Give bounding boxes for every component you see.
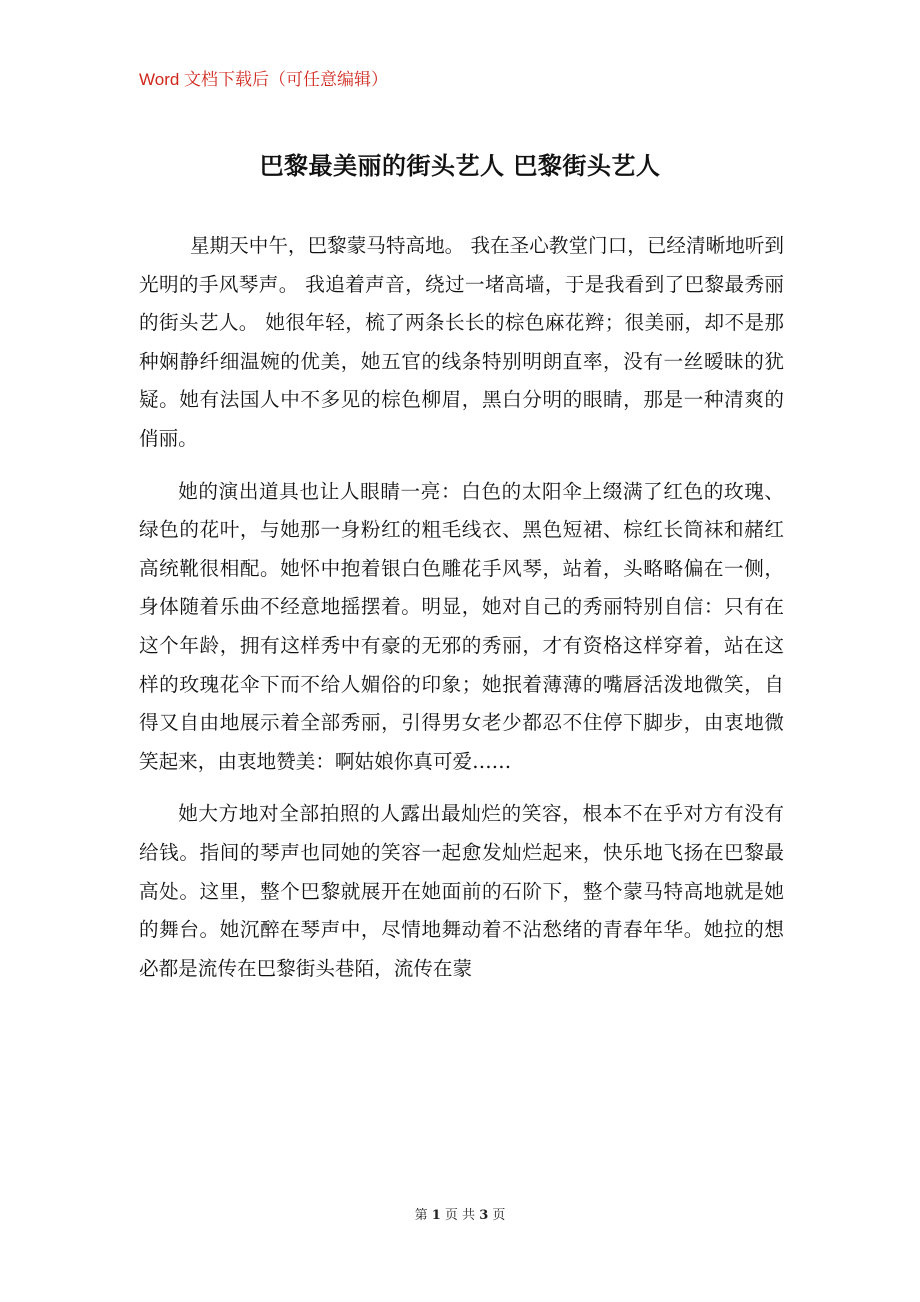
paragraph: 她大方地对全部拍照的人露出最灿烂的笑容，根本不在乎对方有没有给钱。指间的琴声也同她的笑容一起愈发灿烂起来，快乐地飞扬在巴黎最高处。这里，整个巴黎就展开在她面前的石阶下，整个蒙马特高地就是她的舞台。她沉醉在琴声中，尽情地舞动着不沾愁绪的青春年华。她拉的想必都是流传在巴黎街头巷陌，流传在蒙 [139, 802, 784, 980]
total-page-number: 3 [479, 1208, 489, 1223]
page-prefix: 第 [414, 1208, 428, 1223]
page-number-footer [0, 1206, 920, 1226]
document-title: 巴黎最美丽的街头艺人 巴黎街头艺人 [259, 151, 661, 180]
current-page-number: 1 [431, 1208, 441, 1223]
page-suffix: 页 [492, 1208, 506, 1223]
download-note: Word 文档下载后（可任意编辑） [139, 70, 389, 89]
paragraph: 星期天中午，巴黎蒙马特高地。 我在圣心教堂门口，已经清晰地听到光明的手风琴声。 我追着声音，绕过一堵高墙，于是我看到了巴黎最秀丽的街头艺人。 她很年轻，梳了两条长长的棕色麻花辫；很美丽，却不是那种娴静纤细温婉的优美，她五官的线条特别明朗直率，没有一丝暧昧的犹疑。她有法国人中不多见的棕色柳眉，黑白分明的眼睛，那是一种清爽的俏丽。 [139, 234, 784, 450]
page-mid: 页 共 [444, 1208, 476, 1223]
paragraph: 她的演出道具也让人眼睛一亮：白色的太阳伞上缀满了红色的玫瑰、绿色的花叶，与她那一身粉红的粗毛线衣、黑色短裙、棕红长筒袜和赭红高统靴很相配。她怀中抱着银白色雕花手风琴，站着，头略略偏在一侧，身体随着乐曲不经意地摇摆着。明显，她对自己的秀丽特别自信：只有在这个年龄，拥有这样秀中有豪的无邪的秀丽，才有资格这样穿着，站在这样的玫瑰花伞下而不给人媚俗的印象；她抿着薄薄的嘴唇活泼地微笑，自得又自由地展示着全部秀丽，引得男女老少都忍不住停下脚步，由衷地微笑起来，由衷地赞美：啊姑娘你真可爱…… [139, 479, 784, 773]
document-body [139, 227, 784, 1002]
